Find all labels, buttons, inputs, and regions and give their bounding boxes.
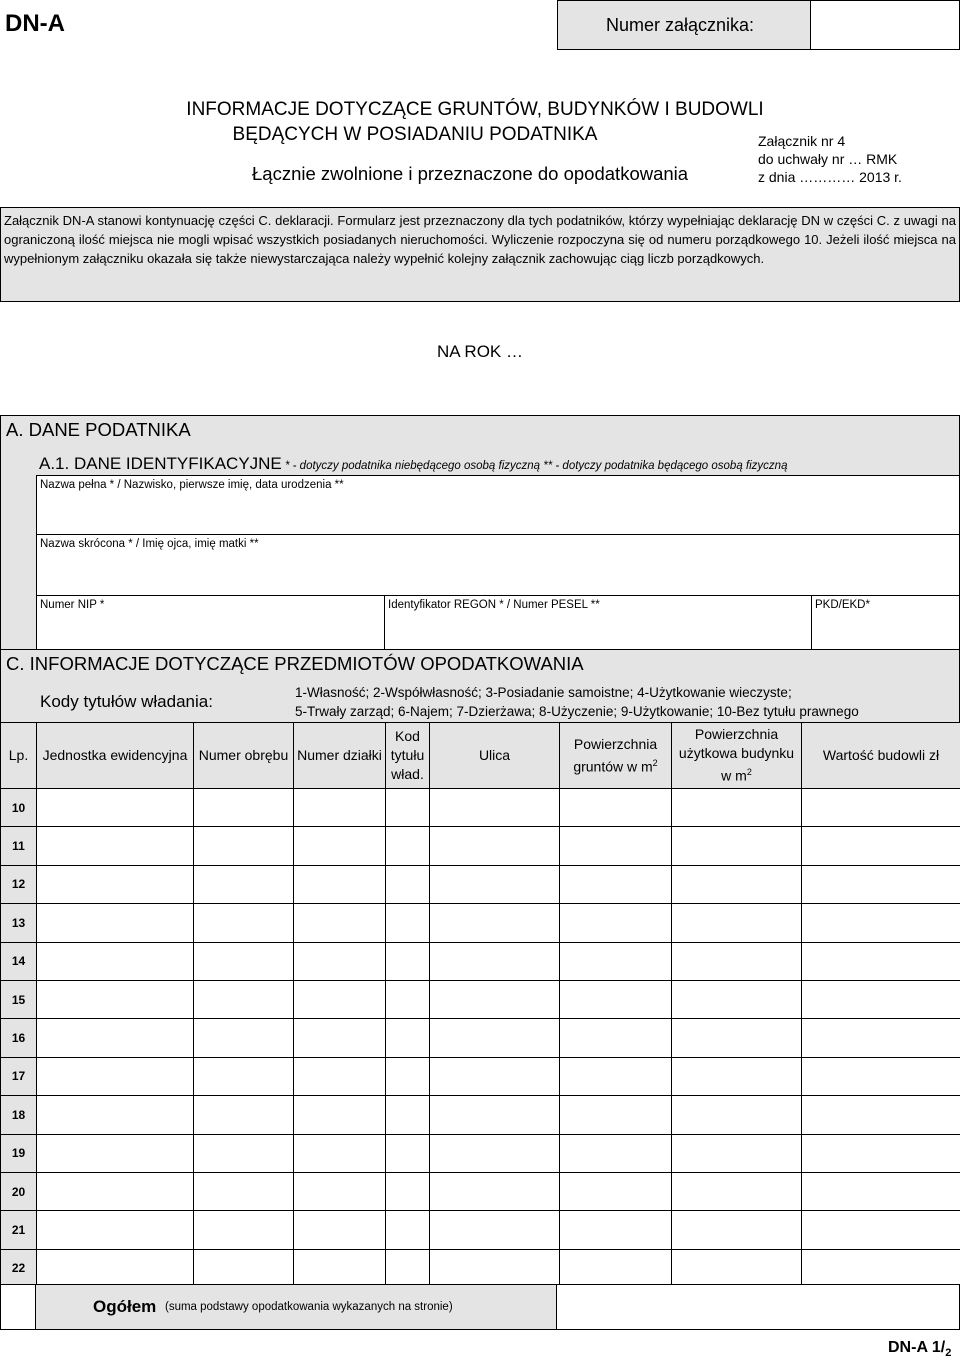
cell-kod[interactable]: [386, 1134, 430, 1172]
col-header-ulica: Ulica: [430, 723, 560, 789]
table-row: [1, 980, 960, 1018]
short-name-field[interactable]: [36, 534, 960, 596]
superscript-2: 2: [746, 767, 752, 778]
cell-dzialka[interactable]: [294, 1249, 386, 1287]
table-row: [1, 1096, 960, 1134]
col-header-wartosc: Wartość budowli zł: [802, 723, 960, 789]
col-header-pow-grunt-line-2: [560, 754, 671, 777]
cell-ulica[interactable]: [430, 789, 560, 827]
intro-text: Załącznik DN-A stanowi kontynuację części C. deklaracji. Formularz jest przeznaczony dla tych podatników, którzy wypełniając deklarację DN w części C. z uwagi na ograniczoną ilość miejsca nie mogli wpisać wszystkich posiadanych nieruchomości. Wyliczenie rozpoczyna się od numeru porządkowego 10. Jeżeli ilość miejsca na wypełnionym załączniku okazała się także niewystarczająca należy wypełnić kolejny załącznik zachowując ciąg liczb porządkowych.: [4, 213, 956, 266]
cell-unit[interactable]: [37, 865, 194, 903]
row-number: 10: [1, 789, 37, 827]
col-header-unit: Jednostka ewidencyjna: [37, 723, 194, 789]
cell-unit[interactable]: [37, 980, 194, 1018]
table-row: [1, 789, 960, 827]
cell-wartosc[interactable]: [802, 1249, 960, 1287]
cell-ulica[interactable]: [430, 1019, 560, 1057]
cell-pow-bud[interactable]: [672, 1172, 802, 1210]
col-header-pow-bud-line-2: użytkowa budynku: [678, 745, 795, 762]
properties-table: [0, 722, 960, 1288]
col-header-kod-line-3: wład.: [391, 766, 424, 782]
cell-ulica[interactable]: [430, 942, 560, 980]
table-row: [1, 1172, 960, 1210]
codes-line-1: 1-Własność; 2-Współwłasność; 3-Posiadanie samoistne; 4-Użytkowanie wieczyste;: [295, 685, 792, 700]
codes-line-2: 5-Trwały zarząd; 6-Najem; 7-Dzierżawa; 8-Użyczenie; 9-Użytkowanie; 10-Bez tytułu prawnego: [295, 704, 859, 719]
cell-pow-bud[interactable]: [672, 904, 802, 942]
cell-wartosc[interactable]: [802, 1057, 960, 1095]
cell-obreb[interactable]: [194, 980, 294, 1018]
cell-pow-bud[interactable]: [672, 1249, 802, 1287]
cell-pow-bud[interactable]: [672, 789, 802, 827]
cell-pow-grunt[interactable]: [560, 789, 672, 827]
total-label-box: [35, 1284, 557, 1330]
cell-obreb[interactable]: [194, 1057, 294, 1095]
row-number: 19: [1, 1134, 37, 1172]
row-number: 13: [1, 904, 37, 942]
total-label: Ogółem: [93, 1297, 157, 1316]
col-header-kod: [386, 723, 430, 789]
cell-dzialka[interactable]: [294, 1211, 386, 1249]
cell-pow-grunt[interactable]: [560, 1249, 672, 1287]
section-a1-note-2: ** - dotyczy podatnika będącego osobą fizyczną: [540, 460, 788, 472]
cell-kod[interactable]: [386, 1019, 430, 1057]
cell-unit[interactable]: [37, 1249, 194, 1287]
full-name-field[interactable]: [36, 475, 960, 535]
table-row: [1, 1211, 960, 1249]
cell-wartosc[interactable]: [802, 904, 960, 942]
section-a1-header: [39, 454, 787, 474]
col-header-dzialka: Numer działki: [294, 723, 386, 789]
row-number: 18: [1, 1096, 37, 1134]
cell-dzialka[interactable]: [294, 1057, 386, 1095]
section-a1-note-1: * - dotyczy podatnika niebędącego osobą fizyczną: [281, 460, 541, 472]
col-header-kod-line-1: Kod: [395, 728, 420, 744]
cell-dzialka[interactable]: [294, 865, 386, 903]
col-header-pow-grunt: [560, 723, 672, 789]
full-name-label: Nazwa pełna * / Nazwisko, pierwsze imię, data urodzenia **: [40, 479, 344, 491]
col-header-pow-bud-text: w m: [721, 767, 747, 784]
cell-pow-grunt[interactable]: [560, 865, 672, 903]
cell-pow-grunt[interactable]: [560, 1019, 672, 1057]
nip-label: Numer NIP *: [40, 599, 105, 611]
table-row: [1, 1019, 960, 1057]
cell-kod[interactable]: [386, 827, 430, 865]
pkd-field[interactable]: [811, 595, 960, 650]
cell-kod[interactable]: [386, 980, 430, 1018]
cell-unit[interactable]: [37, 1211, 194, 1249]
cell-wartosc[interactable]: [802, 827, 960, 865]
cell-pow-bud[interactable]: [672, 827, 802, 865]
cell-pow-bud[interactable]: [672, 942, 802, 980]
cell-wartosc[interactable]: [802, 1019, 960, 1057]
col-header-obreb: Numer obrębu: [194, 723, 294, 789]
superscript-2: 2: [652, 757, 658, 768]
cell-wartosc[interactable]: [802, 1211, 960, 1249]
cell-dzialka[interactable]: [294, 1134, 386, 1172]
cell-unit[interactable]: [37, 1172, 194, 1210]
cell-obreb[interactable]: [194, 1134, 294, 1172]
cell-obreb[interactable]: [194, 1249, 294, 1287]
row-number: 11: [1, 827, 37, 865]
cell-unit[interactable]: [37, 1057, 194, 1095]
cell-obreb[interactable]: [194, 827, 294, 865]
total-left-cell: [0, 1284, 36, 1330]
table-row: [1, 865, 960, 903]
row-number: 15: [1, 980, 37, 1018]
cell-dzialka[interactable]: [294, 980, 386, 1018]
cell-obreb[interactable]: [194, 1096, 294, 1134]
cell-pow-grunt[interactable]: [560, 980, 672, 1018]
resolution-line-1: Załącznik nr 4: [758, 133, 846, 149]
cell-dzialka[interactable]: [294, 942, 386, 980]
cell-kod[interactable]: [386, 1249, 430, 1287]
cell-pow-grunt[interactable]: [560, 1211, 672, 1249]
title-line-1: INFORMACJE DOTYCZĄCE GRUNTÓW, BUDYNKÓW I BUDOWLI: [186, 99, 764, 120]
table-row: [1, 1057, 960, 1095]
table-row: [1, 1134, 960, 1172]
cell-kod[interactable]: [386, 1211, 430, 1249]
cell-pow-grunt[interactable]: [560, 1134, 672, 1172]
cell-unit[interactable]: [37, 1019, 194, 1057]
section-c-title: C. INFORMACJE DOTYCZĄCE PRZEDMIOTÓW OPODATKOWANIA: [6, 653, 584, 674]
col-header-lp: Lp.: [1, 723, 37, 789]
section-c: [0, 649, 960, 723]
cell-pow-bud[interactable]: [672, 865, 802, 903]
attachment-number-label: Numer załącznika:: [606, 15, 755, 35]
cell-pow-bud[interactable]: [672, 1211, 802, 1249]
col-header-pow-bud-line-1: Powierzchnia: [694, 726, 779, 743]
nip-field[interactable]: [36, 595, 385, 650]
page-number-sub: 2: [945, 1347, 952, 1360]
cell-dzialka[interactable]: [294, 789, 386, 827]
cell-ulica[interactable]: [430, 865, 560, 903]
cell-dzialka[interactable]: [294, 904, 386, 942]
total-value-field[interactable]: [556, 1284, 960, 1330]
section-a1-title: A.1. DANE IDENTYFIKACYJNE: [39, 454, 282, 473]
cell-unit[interactable]: [37, 942, 194, 980]
cell-kod[interactable]: [386, 904, 430, 942]
cell-kod[interactable]: [386, 1096, 430, 1134]
page-number: [888, 1339, 951, 1359]
section-a-title: A. DANE PODATNIKA: [6, 419, 191, 440]
regon-field[interactable]: [384, 595, 812, 650]
cell-pow-grunt[interactable]: [560, 942, 672, 980]
col-header-kod-line-2: tytułu: [390, 747, 425, 763]
row-number: 21: [1, 1211, 37, 1249]
cell-unit[interactable]: [37, 1134, 194, 1172]
title-line-2: BĘDĄCYCH W POSIADANIU PODATNIKA: [232, 124, 598, 145]
cell-kod[interactable]: [386, 1172, 430, 1210]
cell-ulica[interactable]: [430, 1096, 560, 1134]
cell-kod[interactable]: [386, 789, 430, 827]
table-header-row: [1, 723, 960, 789]
cell-obreb[interactable]: [194, 1019, 294, 1057]
row-number: 20: [1, 1172, 37, 1210]
cell-ulica[interactable]: [430, 1249, 560, 1287]
resolution-line-2: do uchwały nr … RMK: [758, 151, 898, 167]
cell-wartosc[interactable]: [802, 1096, 960, 1134]
cell-dzialka[interactable]: [294, 1019, 386, 1057]
cell-dzialka[interactable]: [294, 1096, 386, 1134]
cell-pow-grunt[interactable]: [560, 904, 672, 942]
form-code: DN-A: [5, 10, 65, 37]
attachment-number-box[interactable]: [557, 0, 811, 50]
cell-ulica[interactable]: [430, 904, 560, 942]
col-header-pow-bud-line-3: [672, 763, 801, 786]
codes-label: Kody tytułów władania:: [40, 692, 213, 711]
attachment-number-field[interactable]: [810, 0, 960, 50]
col-header-pow-bud: [672, 723, 802, 789]
cell-obreb[interactable]: [194, 1211, 294, 1249]
page-title: [150, 97, 800, 147]
col-header-pow-grunt-line-1: Powierzchnia: [573, 735, 658, 752]
cell-obreb[interactable]: [194, 942, 294, 980]
resolution-line-3: z dnia ………… 2013 r.: [758, 169, 902, 185]
cell-obreb[interactable]: [194, 1172, 294, 1210]
cell-obreb[interactable]: [194, 865, 294, 903]
table-row: [1, 942, 960, 980]
row-number: 16: [1, 1019, 37, 1057]
cell-unit[interactable]: [37, 827, 194, 865]
page-number-main: DN-A 1/: [888, 1339, 946, 1356]
cell-kod[interactable]: [386, 1057, 430, 1095]
cell-pow-bud[interactable]: [672, 1134, 802, 1172]
row-number: 22: [1, 1249, 37, 1287]
page-subtitle: Łącznie zwolnione i przeznaczone do opodatkowania: [252, 163, 689, 184]
cell-pow-grunt[interactable]: [560, 1172, 672, 1210]
total-note: (suma podstawy opodatkowania wykazanych na stronie): [165, 1301, 453, 1313]
row-number: 17: [1, 1057, 37, 1095]
cell-dzialka[interactable]: [294, 1172, 386, 1210]
cell-ulica[interactable]: [430, 1211, 560, 1249]
cell-pow-bud[interactable]: [672, 1057, 802, 1095]
col-header-pow-grunt-text: gruntów w m: [573, 758, 653, 775]
cell-wartosc[interactable]: [802, 942, 960, 980]
cell-ulica[interactable]: [430, 980, 560, 1018]
intro-box: [0, 207, 960, 302]
cell-pow-grunt[interactable]: [560, 1057, 672, 1095]
cell-pow-grunt[interactable]: [560, 827, 672, 865]
short-name-label: Nazwa skrócona * / Imię ojca, imię matki **: [40, 538, 259, 550]
cell-dzialka[interactable]: [294, 827, 386, 865]
cell-unit[interactable]: [37, 1096, 194, 1134]
cell-ulica[interactable]: [430, 1057, 560, 1095]
table-row: [1, 827, 960, 865]
cell-kod[interactable]: [386, 865, 430, 903]
cell-wartosc[interactable]: [802, 865, 960, 903]
cell-pow-bud[interactable]: [672, 1096, 802, 1134]
year-label: NA ROK …: [437, 342, 523, 361]
row-number: 12: [1, 865, 37, 903]
cell-wartosc[interactable]: [802, 789, 960, 827]
resolution-info: [758, 132, 902, 186]
regon-label: Identyfikator REGON * / Numer PESEL **: [388, 599, 600, 611]
codes-legend: [295, 683, 859, 721]
cell-pow-bud[interactable]: [672, 1019, 802, 1057]
table-row: [1, 904, 960, 942]
cell-ulica[interactable]: [430, 827, 560, 865]
cell-kod[interactable]: [386, 942, 430, 980]
cell-wartosc[interactable]: [802, 980, 960, 1018]
table-row: [1, 1249, 960, 1287]
cell-ulica[interactable]: [430, 1134, 560, 1172]
cell-ulica[interactable]: [430, 1172, 560, 1210]
cell-unit[interactable]: [37, 789, 194, 827]
cell-wartosc[interactable]: [802, 1172, 960, 1210]
row-number: 14: [1, 942, 37, 980]
cell-unit[interactable]: [37, 904, 194, 942]
pkd-label: PKD/EKD*: [815, 599, 870, 611]
cell-pow-grunt[interactable]: [560, 1096, 672, 1134]
cell-wartosc[interactable]: [802, 1134, 960, 1172]
cell-obreb[interactable]: [194, 789, 294, 827]
cell-pow-bud[interactable]: [672, 980, 802, 1018]
cell-obreb[interactable]: [194, 904, 294, 942]
